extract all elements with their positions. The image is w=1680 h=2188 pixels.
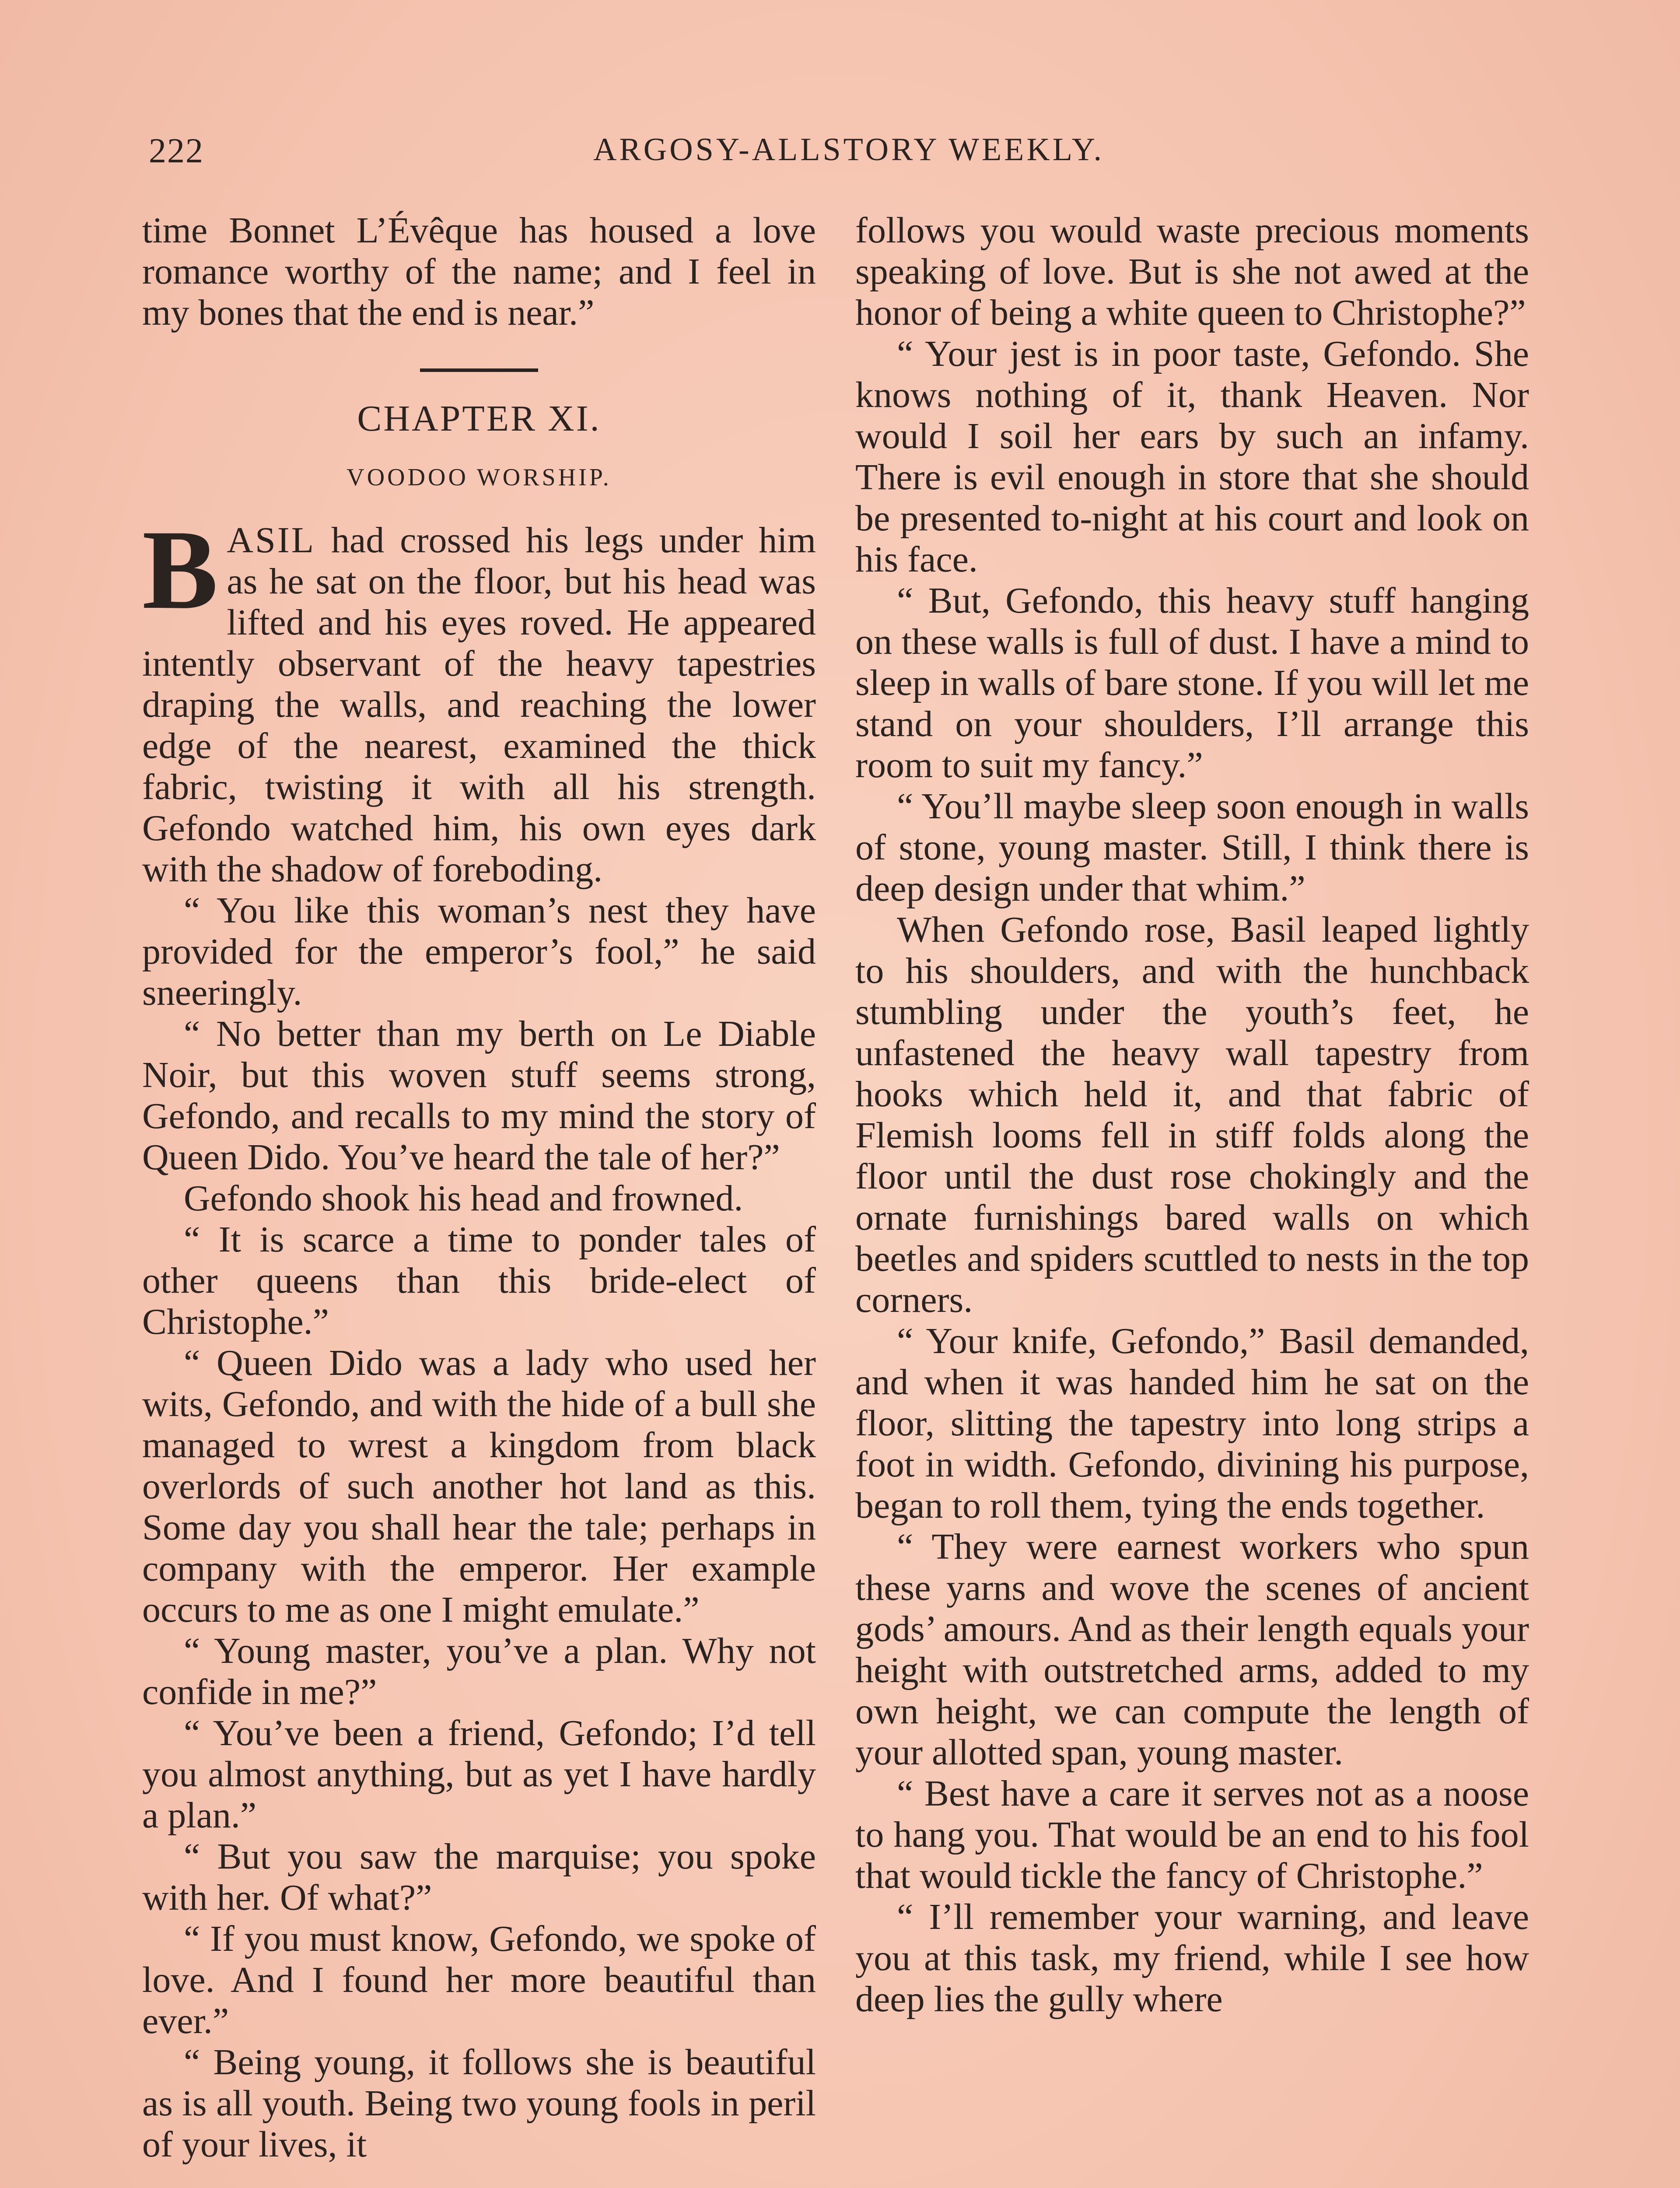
paragraph: “ Queen Dido was a lady who used her wits, Gefondo, and with the hide of a bull she managed to wrest a kingdom from black overlords of such another hot land as this. Some day you shall hear the tale; perhaps in company with the emperor. Her example occurs to me as one I might emulate.”	[142, 1343, 816, 1630]
chapter-subtitle: VOODOO WORSHIP.	[346, 464, 612, 491]
paragraph: “ It is scarce a time to ponder tales of other queens than this bride-elect of Christophe.”	[142, 1219, 816, 1342]
paragraph: “ You’ve been a friend, Gefondo; I’d tell you almost anything, but as yet I have hardly a plan.”	[142, 1713, 816, 1836]
paragraph: “ You’ll maybe sleep soon enough in walls of stone, young master. Still, I think there is deep design under that whim.”	[855, 786, 1529, 909]
paragraph: “ I’ll remember your warning, and leave you at this task, my friend, while I see how deep lies the gully where	[855, 1897, 1529, 2020]
paragraph: follows you would waste precious moments speaking of love. But is she not awed at the honor of being a white queen to Christophe?”	[855, 210, 1529, 333]
paragraph: When Gefondo rose, Basil leaped lightly to his shoulders, and with the hunchback stumbling under the youth’s feet, he unfastened the heavy wall tapestry from hooks which held it, and that fabric of Flemish looms fell in stiff folds along the floor until the dust rose chokingly and the ornate furnishings bared walls on which beetles and spiders scuttled to nests in the top corners.	[855, 909, 1529, 1320]
paragraph: “ Being young, it follows she is beautiful as is all youth. Being two young fools in peril of your lives, it	[142, 2042, 816, 2165]
paragraph: “ But you saw the marquise; you spoke with her. Of what?”	[142, 1836, 816, 1918]
opening-text: had crossed his legs under him as he sat on the floor, but his head was lifted and his eyes roved. He appeared intently observant of the heavy tapestries draping the walls, and reaching the lower edge of the nearest, examined the thick fabric, twisting it with all his strength. Gefondo watched him, his own eyes dark with the shadow of foreboding.	[142, 520, 816, 890]
chapter-title: CHAPTER XI.	[357, 398, 601, 439]
right-column	[855, 210, 1529, 2020]
paragraph: Gefondo shook his head and frowned.	[184, 1178, 743, 1219]
paragraph: “ Best have a care it serves not as a noose to hang you. That would be an end to his fool that would tickle the fancy of Christophe.”	[855, 1773, 1529, 1896]
left-column	[142, 210, 816, 2165]
paragraph: “ Your knife, Gefondo,” Basil demanded, and when it was handed him he sat on the floor, slitting the tapestry into long strips a foot in width. Gefondo, divining his purpose, began to roll them, tying the ends together.	[855, 1321, 1529, 1526]
opening-word: ASIL	[227, 520, 316, 561]
paragraph: time Bonnet L’Évêque has housed a love romance worthy of the name; and I feel in my bones that the end is near.”	[142, 210, 816, 333]
page-number: 222	[149, 132, 204, 170]
paragraph: “ Young master, you’ve a plan. Why not confide in me?”	[142, 1630, 816, 1712]
running-title: ARGOSY-ALLSTORY WEEKLY.	[593, 132, 1105, 168]
paragraph: “ No better than my berth on Le Diable Noir, but this woven stuff seems strong, Gefondo, and recalls to my mind the story of Queen Dido. You’ve heard the tale of her?”	[142, 1013, 816, 1178]
page-header	[149, 131, 1549, 188]
paragraph: “ You like this woman’s nest they have provided for the emperor’s fool,” he said sneeringly.	[142, 890, 816, 1013]
chapter-opening-paragraph	[142, 507, 816, 890]
paragraph: “ Your jest is in poor taste, Gefondo. She knows nothing of it, thank Heaven. Nor would I soil her ears by such an infamy. There is evil enough in store that she should be presented to-night at his court and look on his face.	[855, 333, 1529, 580]
paragraph: “ If you must know, Gefondo, we spoke of love. And I found her more beautiful than ever.”	[142, 1918, 816, 2041]
paragraph: “ They were earnest workers who spun these yarns and wove the scenes of ancient gods’ amours. And as their length equals your height with outstretched arms, added to my own height, we can compute the length of your allotted span, young master.	[855, 1526, 1529, 1773]
paragraph: “ But, Gefondo, this heavy stuff hanging on these walls is full of dust. I have a mind to sleep in walls of bare stone. If you will let me stand on your shoulders, I’ll arrange this room to suit my fancy.”	[855, 580, 1529, 785]
section-divider	[420, 368, 538, 372]
drop-cap: B	[142, 507, 218, 633]
